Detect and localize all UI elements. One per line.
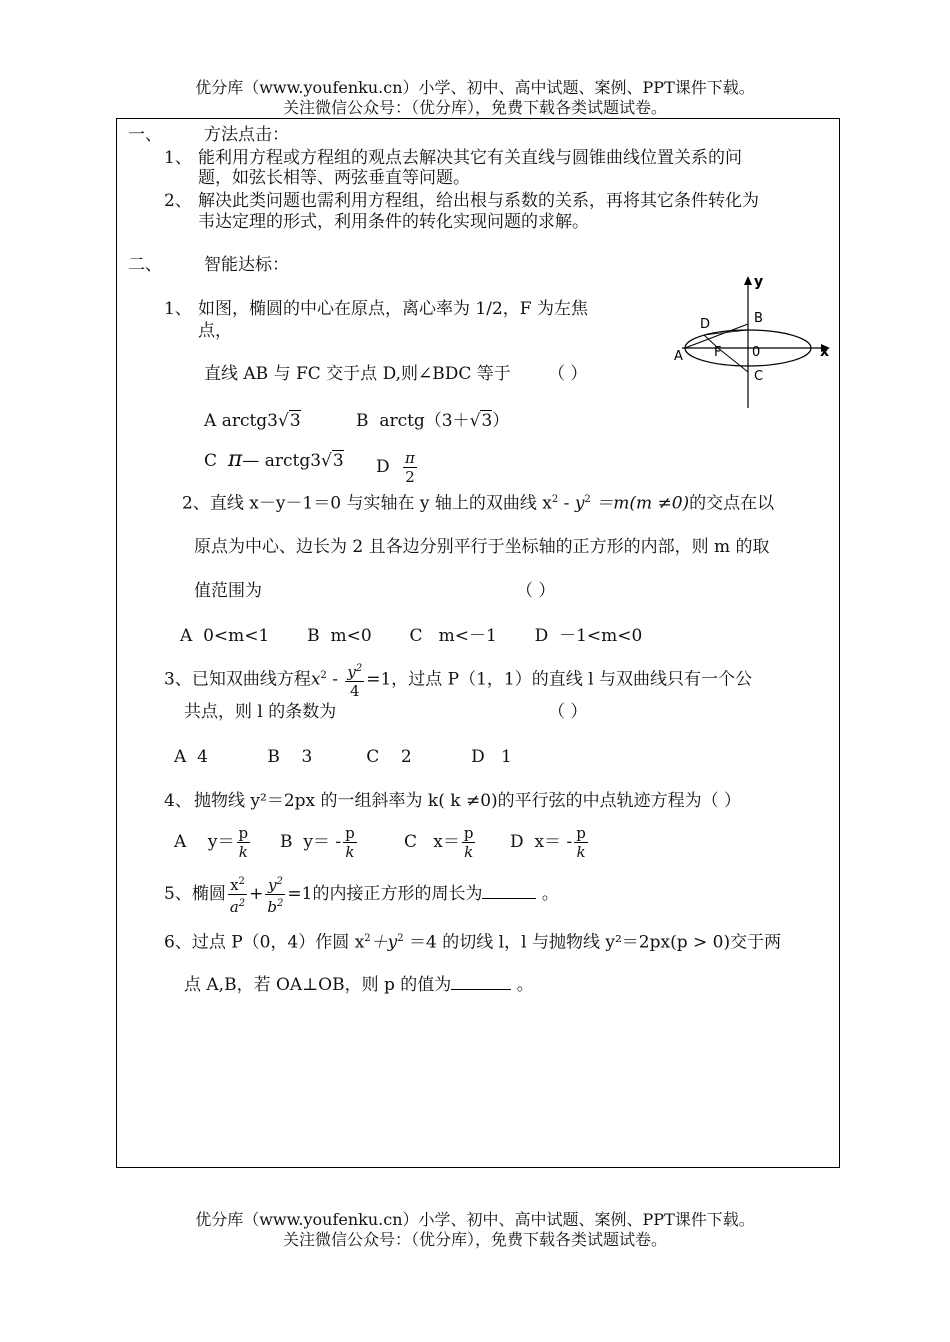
q5-pre: 椭圆 <box>191 884 226 904</box>
q4-d-numerator: p <box>576 824 586 842</box>
q4-a-fraction <box>237 824 251 861</box>
q1-number: 1、 <box>164 299 192 319</box>
q4-c-numerator: p <box>463 824 474 842</box>
q5-frac1-den-exp: 2 <box>238 898 246 909</box>
q2-text-f: 的交点在以 <box>689 493 775 514</box>
label-a: A <box>674 349 683 364</box>
q3-frac-y: y <box>347 663 356 681</box>
q4-d-denominator: k <box>576 843 586 861</box>
q3-frac-numerator <box>345 660 364 682</box>
q1-optD-fraction <box>403 449 417 486</box>
q1-optC-radicand: 3 <box>332 451 344 471</box>
q5-end: 。 <box>536 884 559 904</box>
s1-item2-number: 2、 <box>164 191 192 211</box>
q4-b-denominator: k <box>345 843 355 861</box>
q6-text-c: ＝4 的切线 l，l 与抛物线 y²＝2px( <box>403 932 677 953</box>
q1-optD-label: D <box>376 457 390 477</box>
q1-optA-label: A <box>204 411 217 431</box>
q3-number: 3、 <box>164 669 192 690</box>
section1-title: 方法点击： <box>204 125 289 145</box>
q5-plus: + <box>249 884 264 904</box>
y-axis-arrow-icon <box>744 276 752 285</box>
q6-text-d: p > 0 <box>676 932 724 953</box>
q4-a-eq: y＝ <box>207 832 235 852</box>
q2-y: y <box>574 493 585 514</box>
label-b: B <box>754 311 763 326</box>
q3-line2: 共点，则 l 的条数为 <box>184 702 337 722</box>
q1-option-d <box>376 449 419 486</box>
q2-line3: 值范围为 <box>194 581 262 601</box>
section2-title: 智能达标： <box>204 255 289 275</box>
label-d: D <box>700 317 711 332</box>
q5-frac2-b: b <box>267 898 278 916</box>
q1-optB-text: arctg（3＋ <box>379 411 470 431</box>
ellipse-figure <box>668 272 836 412</box>
footer-line-2: 关注微信公众号：（优分库），免费下载各类试题试卷。 <box>282 1230 667 1249</box>
q3-x-exp: 2 <box>320 669 327 681</box>
q5-number: 5、 <box>164 884 192 904</box>
section1-number: 一、 <box>128 125 162 145</box>
q4-a-numerator: p <box>238 824 249 842</box>
q2-number: 2、 <box>182 493 210 514</box>
q5-frac2-y: y <box>267 876 277 894</box>
q6-text-a: 过点 P（0，4）作圆 x <box>191 932 365 953</box>
q5-frac2-numerator <box>265 873 285 895</box>
q1-optC-radical: √3 <box>321 451 344 471</box>
q6-x-exp: 2 <box>364 933 371 944</box>
q4-d-label: D <box>510 832 524 852</box>
q1-optD-numerator: π <box>405 449 415 467</box>
q3-fraction <box>345 660 364 700</box>
footer-line-1: 优分库（www.youfenku.cn）小学、初中、高中试题、案例、PPT课件下载。 <box>195 1210 755 1229</box>
q5-frac2-den-exp: 2 <box>277 898 284 909</box>
q1-optB-tail: ） <box>492 411 510 431</box>
q4-b-label: B <box>280 832 293 852</box>
s1-item1-line2: 题，如弦长相等、两弦垂直等问题。 <box>198 168 470 188</box>
q4-option-a <box>174 820 252 864</box>
q3-x: x <box>310 669 321 690</box>
q4-c-label: C <box>404 832 418 852</box>
q5-line <box>164 872 559 916</box>
q1-optB-radicand: 3 <box>481 411 493 431</box>
label-f: F <box>714 345 722 360</box>
s1-item1-line1: 能利用方程或方程组的观点去解决其它有关直线与圆锥曲线位置关系的问 <box>198 148 742 168</box>
q1-line1: 如图，椭圆的中心在原点，离心率为 1/2，F 为左焦 <box>198 299 588 319</box>
q4-b-numerator: p <box>345 824 355 842</box>
q1-optD-denominator: 2 <box>405 468 415 486</box>
q3-frac-exp: 2 <box>355 663 363 674</box>
q1-paren: （ ） <box>548 364 588 384</box>
label-o: 0 <box>752 345 761 360</box>
q1-optC-pi: π <box>227 447 243 472</box>
q2-minus: - <box>558 493 575 514</box>
q5-frac1-a: a <box>229 898 239 916</box>
q3-frac-denominator: 4 <box>350 682 360 700</box>
q6-line2-text: 点 A,B，若 OA⊥OB，则 p 的值为 <box>184 975 452 995</box>
q1-optC-label: C <box>204 451 218 471</box>
q5-post: =1的内接正方形的周长为 <box>287 884 483 904</box>
q4-b-eq: y＝ - <box>303 832 342 852</box>
q2-eq: ＝m(m ≠0) <box>590 493 690 514</box>
q6-text-b: ＋y <box>370 932 398 953</box>
q6-number: 6、 <box>164 932 192 953</box>
q6-end: 。 <box>511 975 534 995</box>
q5-fraction-2 <box>265 873 285 916</box>
q4-b-fraction <box>343 824 357 861</box>
q3-pre: 已知双曲线方程 <box>191 669 311 690</box>
q3-paren: （ ） <box>548 702 588 722</box>
q1-optA-radical: √3 <box>278 411 301 431</box>
q2-text-a: 直线 x－y－1＝0 与实轴在 y 轴上的双曲线 <box>209 493 537 514</box>
q1-optA-text: arctg3 <box>221 411 278 431</box>
q3-options: A 4 B 3 C 2 D 1 <box>174 747 512 767</box>
q5-frac2-denominator <box>265 895 285 916</box>
q2-line1 <box>182 489 774 515</box>
label-x: x <box>820 344 830 360</box>
q5-frac1-num-exp: 2 <box>238 876 245 887</box>
q6-y-exp: 2 <box>397 933 404 944</box>
header-line-2: 关注微信公众号：（优分库），免费下载各类试题试卷。 <box>282 98 667 117</box>
q4-option-c <box>404 820 477 864</box>
q4-d-fraction <box>574 824 588 861</box>
s1-item2-line1: 解决此类问题也需利用方程组，给出根与系数的关系，再将其它条件转化为 <box>198 191 759 211</box>
q5-frac2-num-exp: 2 <box>276 876 283 887</box>
q2-x-exp: 2 <box>551 494 559 505</box>
q5-answer-blank[interactable] <box>482 898 536 899</box>
q4-number: 4、 <box>164 791 192 811</box>
q4-option-d <box>510 820 590 864</box>
q2-x: x <box>542 493 552 514</box>
q1-optB-label: B <box>356 411 369 431</box>
header-line-1: 优分库（www.youfenku.cn）小学、初中、高中试题、案例、PPT课件下载。 <box>195 78 755 97</box>
q4-line1: 抛物线 y²＝2px 的一组斜率为 k( k ≠0)的平行弦的中点轨迹方程为（ ） <box>194 791 742 811</box>
q1-line3: 直线 AB 与 FC 交于点 D,则∠BDC 等于 <box>204 364 511 384</box>
q2-line2: 原点为中心、边长为 2 且各边分别平行于坐标轴的正方形的内部，则 m 的取 <box>194 537 770 557</box>
s1-item1-number: 1、 <box>164 148 192 168</box>
q4-c-denominator: k <box>464 843 474 861</box>
s1-item2-line2: 韦达定理的形式，利用条件的转化实现问题的求解。 <box>198 212 589 232</box>
section2-number: 二、 <box>128 255 162 275</box>
q1-optB-radical: √3 <box>469 411 493 431</box>
q4-c-fraction <box>462 824 476 861</box>
q4-c-eq: x＝ <box>433 832 460 852</box>
q1-option-c <box>204 449 344 472</box>
q6-answer-blank[interactable] <box>451 989 511 990</box>
q5-frac1-denominator <box>228 895 247 916</box>
q5-fraction-1 <box>228 873 247 916</box>
q1-optC-text: — arctg3 <box>242 451 322 471</box>
q4-d-eq: x＝ - <box>534 832 573 852</box>
label-c: C <box>754 369 764 384</box>
q2-paren: （ ） <box>516 581 556 601</box>
q4-a-denominator: k <box>238 843 248 861</box>
q5-frac1-numerator <box>228 873 247 895</box>
q4-option-b <box>280 820 359 864</box>
q1-optA-radicand: 3 <box>289 411 301 431</box>
q2-options: A 0<m<1 B m<0 C m<－1 D －1<m<0 <box>180 626 643 646</box>
q2-y-exp: 2 <box>584 494 591 505</box>
q5-frac1-x: x <box>230 876 239 894</box>
q4-a-label: A <box>174 832 187 852</box>
line-fc-lower <box>718 348 748 372</box>
q6-line2 <box>184 974 534 996</box>
label-y: y <box>754 274 764 290</box>
q6-line1 <box>164 928 781 954</box>
q1-line2: 点， <box>198 321 232 341</box>
q1-option-a <box>204 410 301 432</box>
q6-text-e: )交于两 <box>723 932 782 953</box>
q3-minus: - <box>326 669 344 690</box>
q3-line1 <box>164 660 752 700</box>
q1-option-b <box>356 410 509 432</box>
q3-post: =1，过点 P（1，1）的直线 l 与双曲线只有一个公 <box>366 669 752 690</box>
